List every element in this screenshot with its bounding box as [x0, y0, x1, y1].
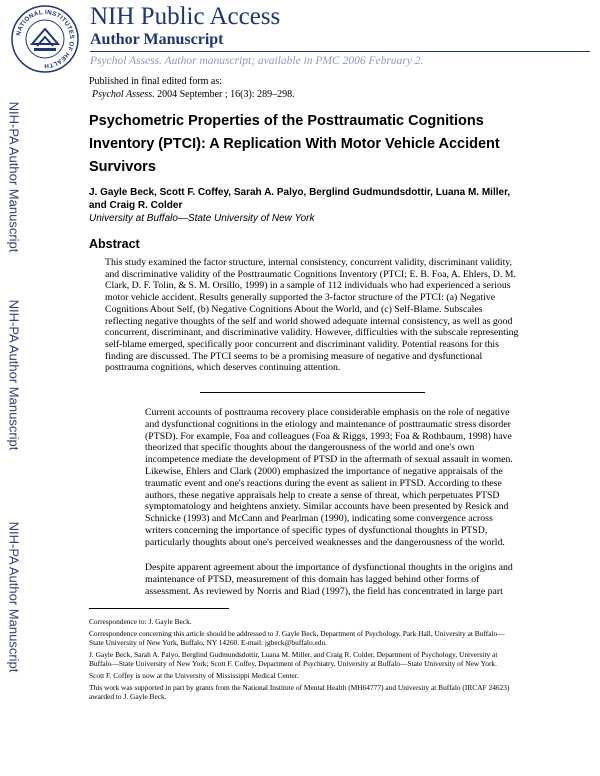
seal-text: NATIONAL INSTITUTES OF HEALTH — [15, 8, 76, 70]
article-title: Psychometric Properties of the Posttraumatic Cognitions Inventory (PTCI): A Replication With Motor Vehicle Accident Survivors — [89, 113, 500, 175]
side-label-top: NIH-PA Author Manuscript — [6, 101, 22, 253]
abstract-text: This study examined the factor structure, internal consistency, concurrent validity, discriminant validity, and discriminative validity of the Posttraumatic Cognitions Inventory (PTCI; E. B. Foa, A. Ehlers, D. M. Clark, D. F. Tolin, & S. M. Orsillo, 1999) in a sample of 112 individuals who had experienced a serious motor vehicle accident. Results generally supported the 3-factor structure of the PTCI: (a) Negative Cognitions About Self, (b) Negative Cognitions About the World, and (c) Self-Blame. Subscales reflecting negative thoughts of the self and world showed adequate internal consistency, as well as good concurrent, discriminant, and discriminative validity. However, difficulties with the subscale representing self-blame emerged, specifically poor concurrent and discriminant validity. Potential reasons for this finding are discussed. The PTCI seems to be a promising measure of negative and dysfunctional posttrauma cognitions, which deserves continuing attention. — [105, 257, 519, 374]
nih-seal-logo — [10, 4, 80, 74]
footnote-rule — [89, 608, 229, 609]
svg-text:NATIONAL INSTITUTES OF HEALTH — [15, 9, 75, 69]
affiliation: University at Buffalo—State University of New York — [89, 213, 315, 224]
footnote-current-affiliation: Scott F. Coffey is now at the University of Mississippi Medical Center. — [89, 670, 299, 680]
nih-public-access-title: NIH Public Access — [90, 3, 281, 30]
published-note: Published in final edited form as: — [89, 76, 223, 87]
abstract-heading: Abstract — [89, 237, 140, 251]
footnote-correspondence: Correspondence to: J. Gayle Beck. — [89, 617, 192, 626]
citation — [89, 88, 295, 101]
footnote-address: Correspondence concerning this article should be addressed to J. Gayle Beck, Department of Psychology, Park Hall, University at Buffalo—State University of New York, Buffalo, NY 14260. E-mail: jgbeck@buffalo.edu. — [89, 629, 505, 647]
author-list: J. Gayle Beck, Scott F. Coffey, Sarah A. Palyo, Berglind Gudmundsdottir, Luana M. Miller, and Craig R. Colder — [89, 187, 511, 211]
citation-journal: Psychol Assess — [92, 89, 153, 100]
availability-text: . Author manuscript; available in PMC 2006 February 2. — [159, 55, 424, 67]
author-manuscript-label: Author Manuscript — [90, 31, 224, 48]
nih-header — [90, 2, 590, 49]
publication-info — [89, 75, 295, 101]
citation-details: . 2004 September ; 16(3): 289–298. — [152, 89, 295, 100]
body-paragraph-1: Current accounts of posttrauma recovery place considerable emphasis on the role of negative and dysfunctional cognitions in the etiology and maintenance of posttraumatic stress disorder (PTSD). For example, Foa and colleagues (Foa & Riggs, 1993; Foa & Rothbaum, 1998) have theorized that specific thoughts about the dangerousness of the world and one's own incompetence mediate the development of PTSD in the aftermath of sexual assault in women. Likewise, Ehlers and Clark (2000) emphasized the importance of negative appraisals of the traumatic event and one's reactions during the event as salient in PTSD. According to these authors, these negative appraisals help to create a sense of threat, which perpetuates PTSD symptomatology and heightens anxiety. Similar accounts have been presented by Resick and Schnicke (1993) and McCann and Pearlman (1990), indicating some convergence across writers concerning the importance of specific types of dysfunctional thoughts in PTSD, particularly thoughts about one's perceived weaknesses and the dangerousness of the world. — [145, 407, 513, 548]
header-rule — [90, 51, 590, 52]
footnote-affiliations: J. Gayle Beck, Sarah A. Palyo, Berglind Gudmundsdottir, Luana M. Miller, and Craig R. Colder, Department of Psychology, University at Buffalo—State University of New York; Scott F. Coffey, Department of Psychiatry, University at Buffalo—State University of New York. — [89, 649, 498, 668]
footnotes — [89, 618, 519, 705]
availability-journal: Psychol Assess — [90, 55, 160, 67]
section-divider — [200, 392, 425, 393]
body-paragraph-2: Despite apparent agreement about the importance of dysfunctional thoughts in the origins and maintenance of PTSD, measurement of this domain has lagged behind other forms of assessment. As reviewed by Norris and Riad (1997), the field has concentrated in large part — [145, 562, 513, 597]
side-label-middle: NIH-PA Author Manuscript — [6, 299, 22, 451]
side-label-bottom: NIH-PA Author Manuscript — [6, 521, 22, 673]
footnote-funding: This work was supported in part by grants from the National Institute of Mental Health (MH64777) and University at Buffalo (IRCAF 24623) awarded to J. Gayle Beck. — [89, 682, 510, 701]
availability-note — [90, 55, 423, 67]
